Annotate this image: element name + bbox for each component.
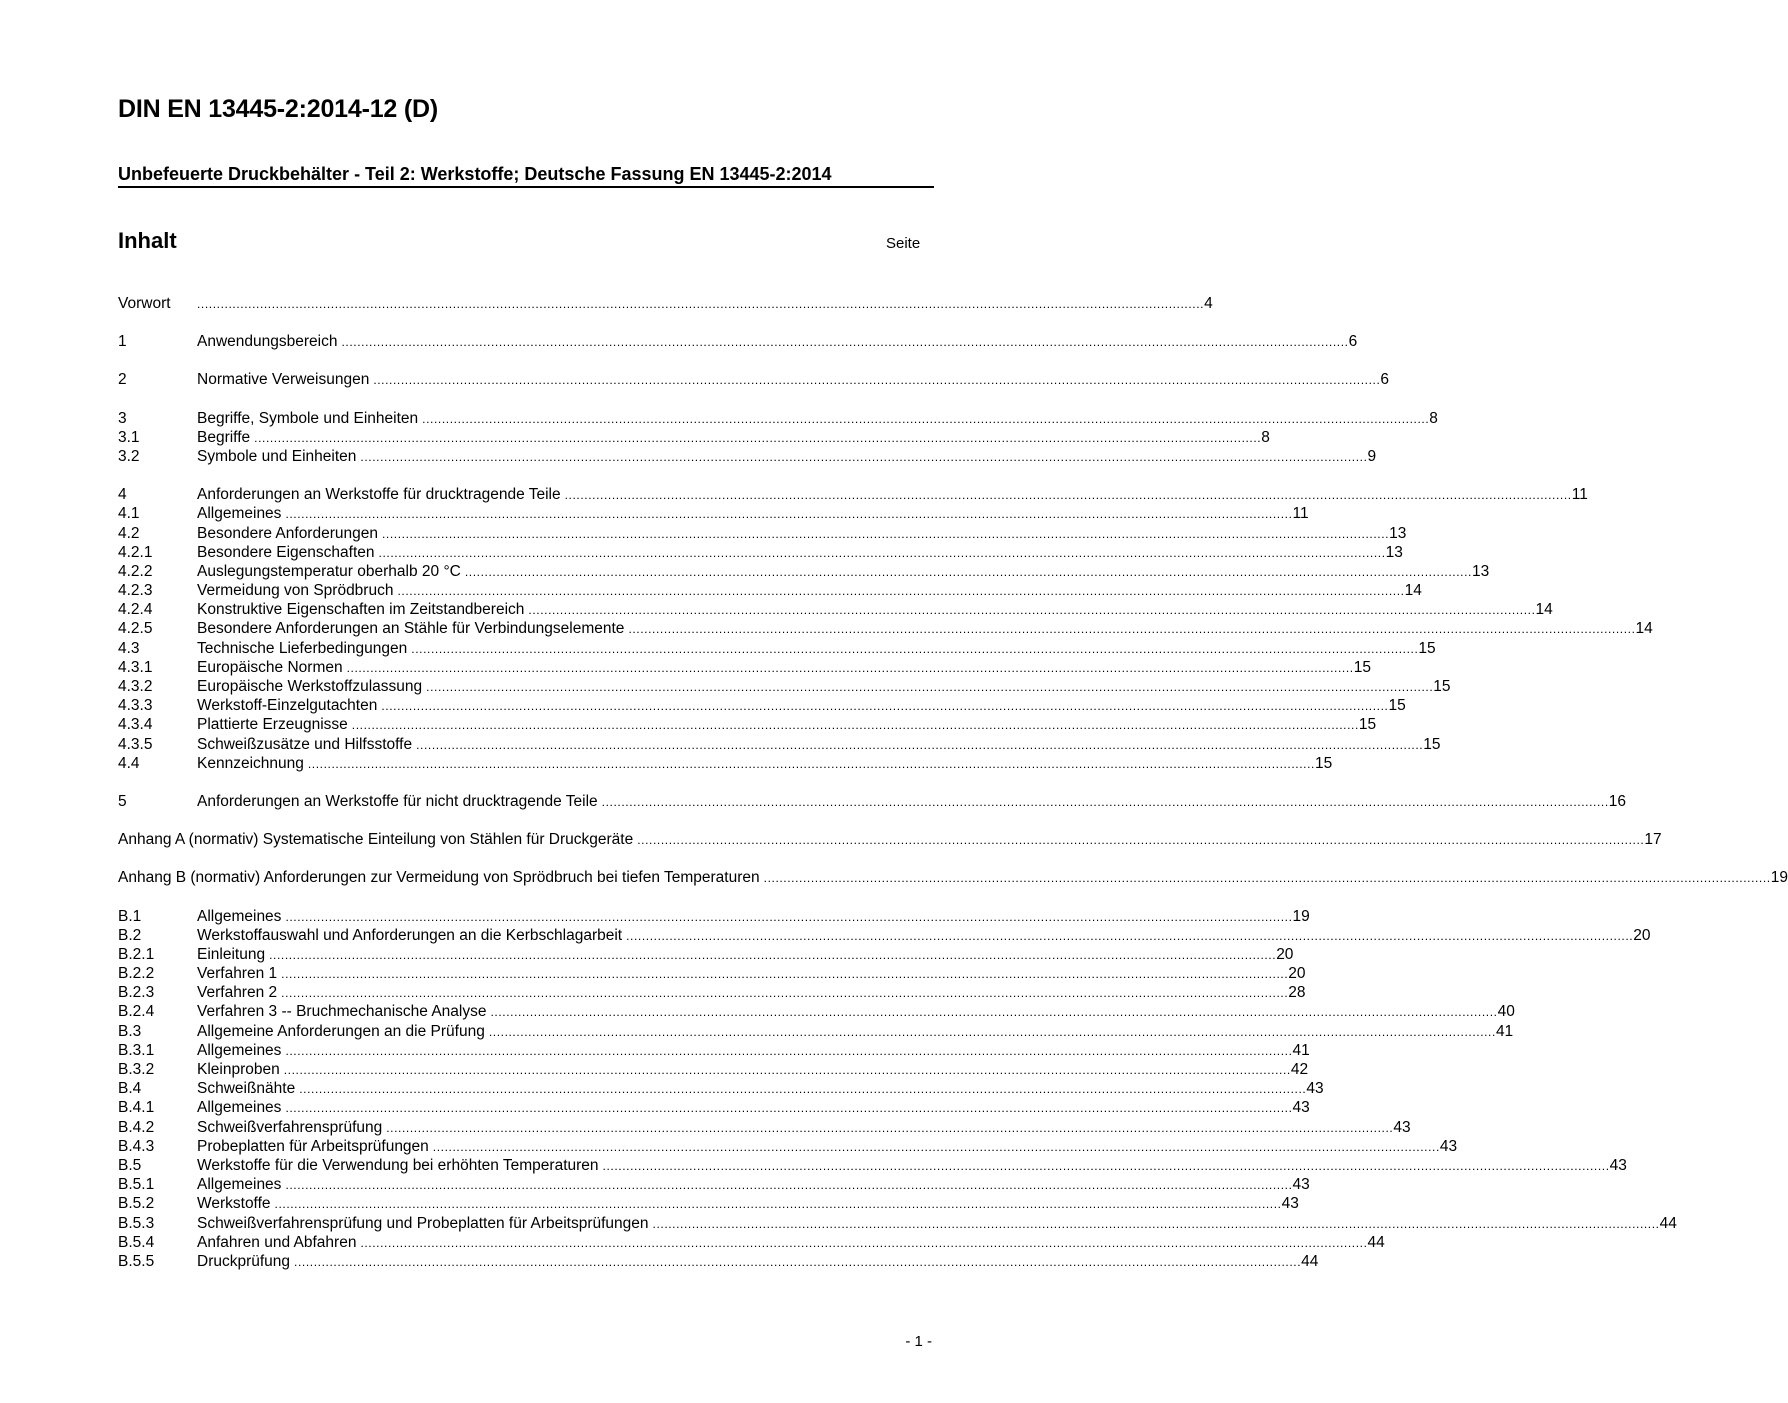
toc-entry[interactable] bbox=[118, 715, 1377, 734]
toc-entry-page: 43 bbox=[1439, 1137, 1458, 1155]
toc-entry-page: 42 bbox=[1290, 1061, 1309, 1078]
toc-entry-page: 19 bbox=[1292, 907, 1310, 925]
toc-entry[interactable] bbox=[118, 562, 1490, 581]
toc-entry-title: Konstruktive Eigenschaften im Zeitstandbereich bbox=[197, 601, 525, 619]
toc-dot-leader bbox=[764, 869, 1771, 888]
toc-dot-leader bbox=[299, 1080, 1306, 1099]
toc-entry-page: 13 bbox=[1389, 524, 1407, 542]
toc-entry-page: 41 bbox=[1495, 1022, 1514, 1040]
toc-entry-number: 4.2.5 bbox=[118, 620, 153, 638]
toc-entry-number: B.4.2 bbox=[118, 1118, 155, 1136]
toc-entry-number: B.4.3 bbox=[118, 1137, 155, 1155]
toc-dot-leader bbox=[285, 505, 1292, 524]
toc-entry[interactable] bbox=[118, 294, 1213, 313]
toc-entry-title: Schweißverfahrensprüfung und Probeplatten für Arbeitsprüfungen bbox=[197, 1214, 649, 1232]
toc-dot-leader bbox=[489, 1023, 1496, 1042]
toc-dot-leader bbox=[381, 697, 1388, 716]
toc-entry-page: 43 bbox=[1393, 1118, 1411, 1136]
toc-entry-page: 44 bbox=[1367, 1233, 1385, 1251]
toc-entry-title: Werkstoffe bbox=[197, 1195, 271, 1213]
toc-entry-page: 15 bbox=[1388, 697, 1406, 715]
toc-entry-page: 13 bbox=[1471, 562, 1490, 580]
toc-dot-leader bbox=[197, 295, 1204, 314]
toc-entry-page: 44 bbox=[1659, 1214, 1677, 1232]
toc-entry-page: 19 bbox=[1770, 869, 1788, 887]
toc-entry[interactable] bbox=[118, 370, 1390, 389]
toc-dot-leader bbox=[254, 429, 1261, 448]
toc-entry-number: 5 bbox=[118, 792, 127, 810]
toc-entry-page: 6 bbox=[1380, 371, 1390, 389]
toc-entry-page: 4 bbox=[1204, 295, 1213, 312]
toc-entry-number: 4.2.3 bbox=[118, 582, 153, 600]
toc-entry-title: Allgemeines bbox=[197, 1099, 282, 1117]
toc-entry-number: B.5.4 bbox=[118, 1233, 155, 1251]
toc-dot-leader bbox=[294, 1253, 1301, 1272]
toc-entry[interactable] bbox=[118, 754, 1333, 773]
toc-dot-leader bbox=[285, 1042, 1292, 1061]
toc-entry-page: 9 bbox=[1367, 447, 1377, 465]
toc-entry-page: 43 bbox=[1306, 1080, 1324, 1098]
toc-entry-title: Anhang B (normativ) Anforderungen zur Vermeidung von Sprödbruch bei tiefen Temperaturen bbox=[118, 869, 760, 887]
toc-entry-number: B.3 bbox=[118, 1022, 142, 1040]
toc-entry[interactable] bbox=[118, 868, 1788, 887]
toc-entry-number: 4.3.5 bbox=[118, 735, 153, 753]
toc-dot-leader bbox=[416, 736, 1423, 755]
toc-dot-leader bbox=[285, 1176, 1292, 1195]
toc-entry-page: 15 bbox=[1358, 716, 1377, 734]
toc-entry-title: Allgemeines bbox=[197, 1041, 282, 1059]
toc-entry-title: Besondere Eigenschaften bbox=[197, 543, 375, 561]
toc-entry-number: B.5.5 bbox=[118, 1252, 155, 1270]
toc-entry-title: Anfahren und Abfahren bbox=[197, 1233, 357, 1251]
toc-dot-leader bbox=[637, 831, 1644, 850]
toc-entry[interactable] bbox=[118, 945, 1294, 964]
toc-entry[interactable] bbox=[118, 1041, 1310, 1060]
toc-entry-number: 4.1 bbox=[118, 505, 140, 523]
toc-entry[interactable] bbox=[118, 1252, 1319, 1271]
toc-entry-page: 6 bbox=[1348, 333, 1358, 351]
toc-entry[interactable] bbox=[118, 983, 1306, 1002]
toc-entry-number: B.5 bbox=[118, 1156, 142, 1174]
toc-entry-number: B.4.1 bbox=[118, 1099, 155, 1117]
toc-entry-page: 20 bbox=[1633, 926, 1651, 944]
toc-entry[interactable] bbox=[118, 907, 1310, 926]
toc-entry[interactable] bbox=[118, 409, 1438, 428]
toc-entry[interactable] bbox=[118, 504, 1309, 523]
toc-entry-number: B.5.3 bbox=[118, 1214, 155, 1232]
toc-dot-leader bbox=[397, 582, 1404, 601]
toc-entry-title: Allgemeine Anforderungen an die Prüfung bbox=[197, 1022, 485, 1040]
toc-entry[interactable] bbox=[118, 1137, 1458, 1156]
toc-dot-leader bbox=[281, 965, 1288, 984]
toc-entry-title: Verfahren 2 bbox=[197, 984, 278, 1002]
toc-entry[interactable] bbox=[118, 735, 1441, 754]
toc-entry-page: 43 bbox=[1281, 1195, 1299, 1213]
toc-dot-leader bbox=[352, 716, 1359, 735]
toc-entry-number: B.2.2 bbox=[118, 965, 155, 983]
toc-entry-number: 4.2 bbox=[118, 524, 140, 542]
toc-entry-page: 41 bbox=[1292, 1041, 1310, 1059]
toc-entry-title: Anhang A (normativ) Systematische Einteilung von Stählen für Druckgeräte bbox=[118, 831, 634, 849]
toc-entry-title: Druckprüfung bbox=[197, 1252, 291, 1270]
toc-entry-number: 4.3.3 bbox=[118, 697, 153, 715]
document-subtitle: Unbefeuerte Druckbehälter - Teil 2: Werkstoffe; Deutsche Fassung EN 13445-2:2014 bbox=[118, 164, 934, 188]
toc-entry-page: 20 bbox=[1276, 945, 1294, 963]
toc-entry[interactable] bbox=[118, 696, 1406, 715]
toc-entry[interactable] bbox=[118, 1233, 1385, 1252]
toc-entry-number: 4.4 bbox=[118, 754, 140, 772]
toc-entry-title: Begriffe bbox=[197, 428, 251, 446]
toc-entry-page: 8 bbox=[1429, 409, 1438, 427]
toc-entry-title: Technische Lieferbedingungen bbox=[197, 639, 408, 657]
toc-dot-leader bbox=[411, 640, 1418, 659]
toc-entry-page: 8 bbox=[1261, 428, 1270, 446]
toc-entry-title: Vermeidung von Sprödbruch bbox=[197, 582, 394, 600]
toc-dot-leader bbox=[281, 984, 1288, 1003]
page-number: - 1 - bbox=[905, 1333, 932, 1350]
toc-entry[interactable] bbox=[118, 926, 1651, 945]
toc-entry[interactable] bbox=[118, 543, 1403, 562]
toc-dot-leader bbox=[565, 486, 1572, 505]
toc-page-column-heading: Seite bbox=[886, 235, 921, 252]
toc-dot-leader bbox=[308, 755, 1315, 774]
toc-entry[interactable] bbox=[118, 1118, 1411, 1137]
toc-entry-title: Auslegungstemperatur oberhalb 20 °C bbox=[197, 562, 461, 580]
toc-dot-leader bbox=[628, 620, 1635, 639]
toc-entry-page: 28 bbox=[1288, 984, 1306, 1002]
toc-entry-title: Einleitung bbox=[197, 945, 266, 963]
toc-dot-leader bbox=[284, 1061, 1291, 1080]
toc-dot-leader bbox=[269, 946, 1276, 965]
toc-dot-leader bbox=[275, 1195, 1282, 1214]
toc-entry[interactable] bbox=[118, 1175, 1310, 1194]
toc-entry-title: Werkstoffauswahl und Anforderungen an die Kerbschlagarbeit bbox=[197, 926, 623, 944]
toc-entry-number: Vorwort bbox=[118, 295, 171, 312]
toc-entry-number: B.2 bbox=[118, 926, 142, 944]
toc-dot-leader bbox=[360, 1234, 1367, 1253]
toc-entry[interactable] bbox=[118, 964, 1306, 983]
toc-entry-title: Anwendungsbereich bbox=[197, 333, 338, 351]
document-title: DIN EN 13445-2:2014-12 (D) bbox=[118, 95, 438, 123]
toc-dot-leader bbox=[285, 908, 1292, 927]
toc-entry[interactable] bbox=[118, 792, 1627, 811]
toc-entry-number: B.3.1 bbox=[118, 1041, 155, 1059]
toc-entry-title: Schweißverfahrensprüfung bbox=[197, 1118, 383, 1136]
toc-entry[interactable] bbox=[118, 677, 1451, 696]
toc-entry-number: 4.2.1 bbox=[118, 543, 153, 561]
toc-entry-title: Werkstoff-Einzelgutachten bbox=[197, 697, 378, 715]
toc-entry-title: Probeplatten für Arbeitsprüfungen bbox=[197, 1137, 429, 1155]
toc-dot-leader bbox=[528, 601, 1535, 620]
toc-entry-number: 4.3.4 bbox=[118, 716, 153, 734]
toc-entry-number: 4 bbox=[118, 486, 127, 504]
toc-entry-page: 20 bbox=[1288, 965, 1306, 983]
toc-dot-leader bbox=[373, 371, 1380, 390]
toc-entry-title: Kleinproben bbox=[197, 1061, 280, 1078]
toc-entry-page: 17 bbox=[1644, 831, 1662, 849]
toc-entry[interactable] bbox=[118, 1060, 1309, 1079]
toc-entry[interactable] bbox=[118, 619, 1653, 638]
toc-entry-number: 3.1 bbox=[118, 428, 140, 446]
toc-entry-page: 40 bbox=[1497, 1003, 1515, 1021]
toc-entry-page: 43 bbox=[1609, 1156, 1627, 1174]
toc-entry-page: 14 bbox=[1535, 601, 1553, 619]
toc-entry[interactable] bbox=[118, 1098, 1310, 1117]
toc-entry[interactable] bbox=[118, 658, 1371, 677]
toc-entry-title: Verfahren 1 bbox=[197, 965, 278, 983]
toc-entry-title: Schweißzusätze und Hilfsstoffe bbox=[197, 735, 413, 753]
toc-entry-title: Allgemeines bbox=[197, 505, 282, 523]
toc-entry-number: 3 bbox=[118, 409, 127, 427]
toc-dot-leader bbox=[386, 1119, 1393, 1138]
toc-entry-page: 14 bbox=[1404, 582, 1422, 600]
toc-entry[interactable] bbox=[118, 332, 1358, 351]
toc-entry[interactable] bbox=[118, 600, 1553, 619]
toc-entry[interactable] bbox=[118, 1214, 1677, 1233]
toc-entry-title: Normative Verweisungen bbox=[197, 371, 370, 389]
toc-entry[interactable] bbox=[118, 830, 1662, 849]
toc-dot-leader bbox=[285, 1099, 1292, 1118]
toc-entry-number: B.1 bbox=[118, 907, 142, 925]
toc-entry-page: 15 bbox=[1423, 735, 1441, 753]
toc-entry-number: 4.2.4 bbox=[118, 601, 153, 619]
toc-entry-number: B.3.2 bbox=[118, 1061, 155, 1078]
toc-dot-leader bbox=[382, 525, 1389, 544]
toc-dot-leader bbox=[360, 448, 1367, 467]
toc-entry-title: Begriffe, Symbole und Einheiten bbox=[197, 409, 419, 427]
toc-entry-number: 1 bbox=[118, 333, 127, 351]
toc-dot-leader bbox=[603, 1157, 1610, 1176]
toc-entry-number: B.5.1 bbox=[118, 1176, 155, 1194]
toc-entry-title: Schweißnähte bbox=[197, 1080, 296, 1098]
toc-entry[interactable] bbox=[118, 1022, 1514, 1041]
toc-entry-title: Verfahren 3 -- Bruchmechanische Analyse bbox=[197, 1003, 487, 1021]
toc-entry[interactable] bbox=[118, 485, 1588, 504]
table-of-contents bbox=[118, 294, 1788, 1271]
toc-entry[interactable] bbox=[118, 1079, 1324, 1098]
toc-entry-title: Symbole und Einheiten bbox=[197, 447, 357, 465]
toc-entry-title: Besondere Anforderungen an Stähle für Verbindungselemente bbox=[197, 620, 625, 638]
toc-dot-leader bbox=[465, 563, 1472, 582]
toc-dot-leader bbox=[491, 1003, 1498, 1022]
toc-entry-page: 16 bbox=[1608, 792, 1627, 810]
toc-dot-leader bbox=[653, 1215, 1660, 1234]
toc-dot-leader bbox=[433, 1138, 1440, 1157]
toc-entry-number: 4.3 bbox=[118, 639, 140, 657]
toc-entry[interactable] bbox=[118, 1002, 1515, 1021]
toc-entry[interactable] bbox=[118, 639, 1436, 658]
toc-entry-number: 3.2 bbox=[118, 447, 140, 465]
toc-entry-title: Anforderungen an Werkstoffe für nicht drucktragende Teile bbox=[197, 792, 598, 810]
toc-entry-number: 4.3.1 bbox=[118, 658, 153, 676]
toc-entry-page: 14 bbox=[1635, 620, 1653, 638]
toc-entry-title: Allgemeines bbox=[197, 1176, 282, 1194]
toc-entry-page: 13 bbox=[1385, 543, 1403, 561]
toc-dot-leader bbox=[347, 659, 1354, 678]
toc-entry-number: 2 bbox=[118, 371, 127, 389]
toc-entry[interactable] bbox=[118, 428, 1270, 447]
toc-entry-page: 15 bbox=[1418, 639, 1436, 657]
toc-entry-page: 43 bbox=[1292, 1176, 1310, 1194]
toc-dot-leader bbox=[426, 678, 1433, 697]
toc-entry-number: B.2.3 bbox=[118, 984, 155, 1002]
toc-entry-title: Plattierte Erzeugnisse bbox=[197, 716, 348, 734]
toc-entry-title: Anforderungen an Werkstoffe für drucktragende Teile bbox=[197, 486, 561, 504]
toc-dot-leader bbox=[341, 333, 1348, 352]
toc-entry-page: 43 bbox=[1292, 1099, 1310, 1117]
toc-entry-number: B.4 bbox=[118, 1080, 142, 1098]
toc-entry-number: B.5.2 bbox=[118, 1195, 155, 1213]
toc-entry-title: Werkstoffe für die Verwendung bei erhöhten Temperaturen bbox=[197, 1156, 599, 1174]
toc-dot-leader bbox=[602, 793, 1609, 812]
toc-entry-number: B.2.1 bbox=[118, 945, 155, 963]
toc-entry-page: 15 bbox=[1433, 678, 1451, 695]
toc-entry-page: 15 bbox=[1314, 754, 1333, 772]
toc-entry[interactable] bbox=[118, 447, 1377, 466]
toc-entry-title: Europäische Werkstoffzulassung bbox=[197, 678, 423, 695]
toc-entry-title: Besondere Anforderungen bbox=[197, 524, 378, 542]
toc-entry-page: 11 bbox=[1571, 486, 1588, 504]
toc-heading: Inhalt bbox=[118, 228, 177, 253]
toc-entry-title: Kennzeichnung bbox=[197, 754, 304, 772]
toc-dot-leader bbox=[422, 410, 1429, 429]
toc-entry-title: Allgemeines bbox=[197, 907, 282, 925]
toc-entry[interactable] bbox=[118, 1194, 1299, 1213]
toc-dot-leader bbox=[379, 544, 1386, 563]
toc-entry-title: Europäische Normen bbox=[197, 658, 343, 676]
toc-entry[interactable] bbox=[118, 1156, 1627, 1175]
toc-entry-page: 11 bbox=[1292, 505, 1309, 523]
toc-entry-number: 4.2.2 bbox=[118, 562, 153, 580]
toc-entry[interactable] bbox=[118, 581, 1422, 600]
toc-entry-page: 15 bbox=[1353, 658, 1371, 676]
toc-entry-number: 4.3.2 bbox=[118, 678, 153, 695]
toc-dot-leader bbox=[626, 927, 1633, 946]
toc-entry-number: B.2.4 bbox=[118, 1003, 155, 1021]
toc-entry[interactable] bbox=[118, 524, 1407, 543]
toc-entry-page: 44 bbox=[1301, 1252, 1319, 1270]
